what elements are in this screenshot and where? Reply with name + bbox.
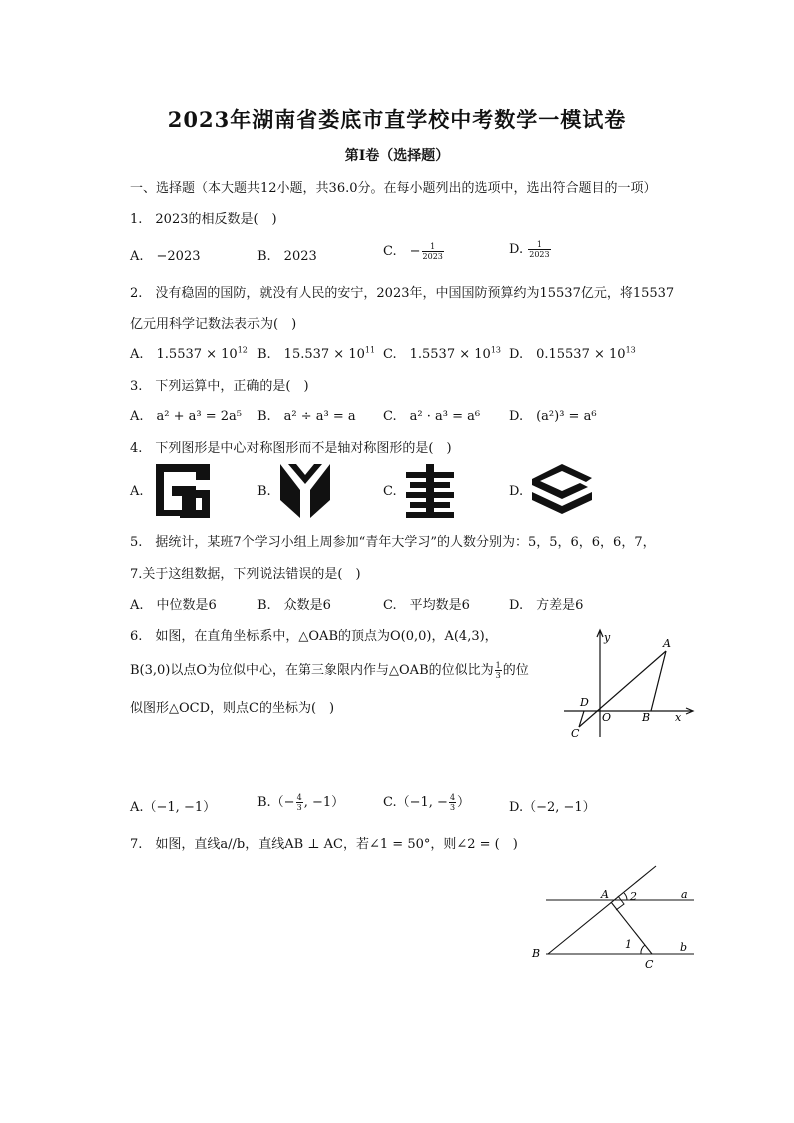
q1-option-a: A. −2023 [130,249,201,264]
question-2-line-2: 亿元用科学记数法表示为( ) [130,317,297,332]
q5-option-b: B. 众数是6 [257,598,331,613]
q6-label-x: x [675,711,682,724]
q4-option-a-label: A. [130,484,144,499]
q6-option-b: B.（− $\frac{4}{3}$ , −1） [257,793,345,812]
q4-figure-c [404,462,456,520]
q1-option-d: D. $\frac{1}{2023}$ [509,240,550,259]
q5-option-d: D. 方差是6 [509,598,584,613]
page-subtitle: 第I卷（选择题） [344,148,450,164]
q7-label-angle-2: 2 [630,890,637,903]
q4-option-b-label: B. [257,484,271,499]
q7-label-c-point: C [645,958,654,971]
q4-figure-b [278,460,332,520]
question-6-line-3: 似图形△OCD，则点C的坐标为( ) [130,701,335,716]
question-6-line-1: 6. 如图，在直角坐标系中，△OAB的顶点为O(0,0)，A(4,3)， [130,629,498,644]
q7-label-angle-1: 1 [625,938,632,951]
q4-figure-a [152,460,214,522]
q6-coordinate-figure [560,625,700,745]
question-6-line-2: B(3,0)以点O为位似中心，在第三象限内作与△OAB的位似比为 $\frac{1}{3}$ 的位 [130,661,529,680]
q6-label-c: C [571,727,580,740]
q3-option-a: A. a² + a³ = 2a⁵ [130,409,242,424]
q1-option-c: C. − $\frac{1}{2023}$ [383,242,443,261]
q1-option-b: B. 2023 [257,249,317,264]
q4-option-c-label: C. [383,484,397,499]
q6-option-a: A.（−1, −1） [130,800,217,815]
question-2-line-1: 2. 没有稳固的国防，就没有人民的安宁，2023年，中国国防预算约为15537亿元，将15537 [130,286,675,301]
question-7: 7. 如图，直线a//b，直线AB ⊥ AC，若∠1 = 50°，则∠2 = ( ) [130,837,518,852]
q3-option-d: D. (a²)³ = a⁶ [509,409,597,424]
question-1: 1. 2023的相反数是( ) [130,212,277,227]
q6-option-d: D.（−2, −1） [509,800,596,815]
q7-label-line-a: a [681,888,688,901]
question-5-line-1: 5. 据统计，某班7个学习小组上周参加“青年大学习”的人数分别为：5，5，6，6，6，7， [130,535,656,550]
q6-label-a: A [663,637,671,650]
q5-option-c: C. 平均数是6 [383,598,470,613]
q4-figure-d [530,462,594,518]
question-3: 3. 下列运算中，正确的是( ) [130,379,309,394]
q7-parallel-lines-figure [528,862,698,972]
q2-option-d: D. $0.15537 \times 10^{13}$ [509,345,636,362]
q6-label-o: O [602,711,612,724]
q6-label-d: D [580,696,589,709]
question-5-line-2: 7.关于这组数据，下列说法错误的是( ) [130,567,361,582]
q7-label-a-point: A [601,888,609,901]
q2-option-c: C. $1.5537 \times 10^{13}$ [383,345,501,362]
q6-label-y: y [604,631,611,644]
q4-option-d-label: D. [509,484,524,499]
page-title: 2023年湖南省娄底市直学校中考数学一模试卷 [167,107,627,132]
q2-option-b: B. $15.537 \times 10^{11}$ [257,345,376,362]
q5-option-a: A. 中位数是6 [130,598,217,613]
section-heading: 一、选择题（本大题共12小题，共36.0分。在每小题列出的选项中，选出符合题目的一项） [130,181,657,196]
q6-label-b: B [642,711,651,724]
q3-option-c: C. a² · a³ = a⁶ [383,409,481,424]
question-4: 4. 下列图形是中心对称图形而不是轴对称图形的是( ) [130,441,452,456]
q6-option-c: C.（−1, − $\frac{4}{3}$ ） [383,793,471,812]
q2-option-a: A. $1.5537 \times 10^{12}$ [130,345,248,362]
q7-label-b-point: B [532,947,541,960]
q7-label-line-b: b [680,941,688,954]
q3-option-b: B. a² ÷ a³ = a [257,409,356,424]
